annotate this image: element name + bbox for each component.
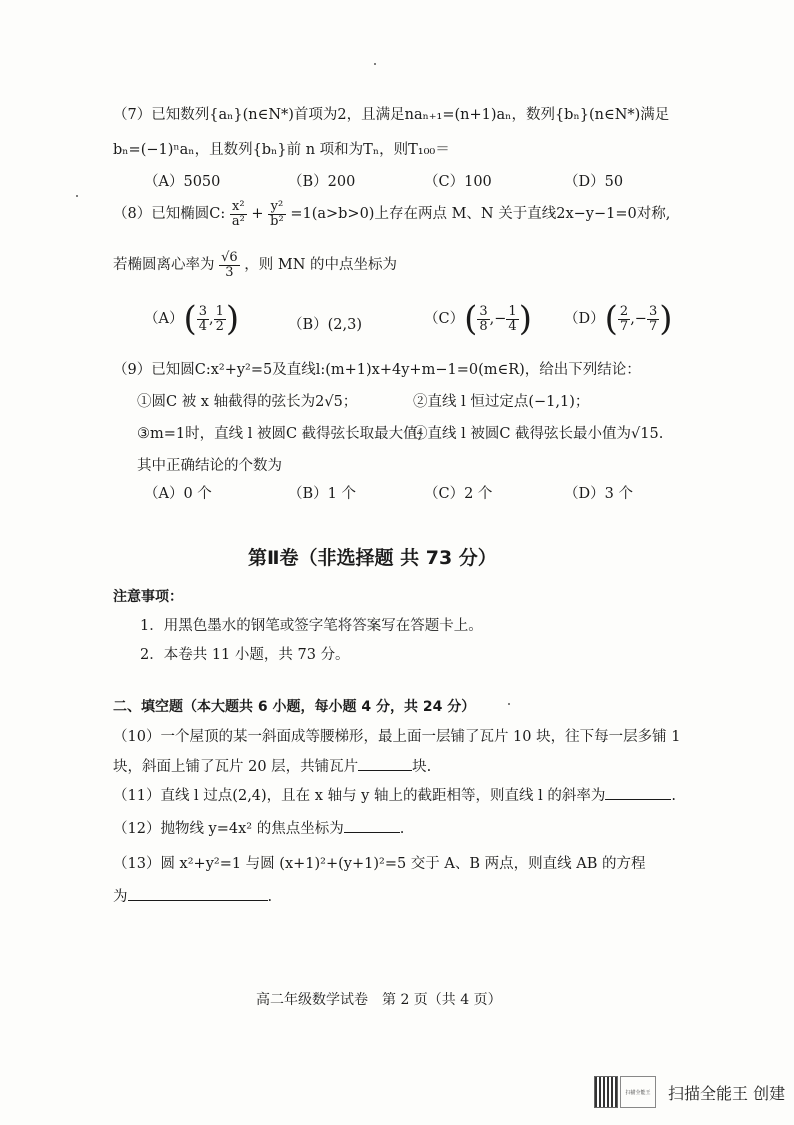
notice-heading: 注意事项： [113,589,183,605]
scanner-logo [620,1076,656,1108]
q11-text: （11）直线 l 过点(2,4)，且在 x 轴与 y 轴上的截距相等，则直线 l 的斜率为 [113,788,606,804]
q8-line2-prefix: 若椭圆离心率为 [113,257,215,274]
q9-conclusion-4: ④直线 l 被圆C 截得弦长最小值为√15. [413,426,664,442]
q13-line1: （13）圆 x²+y²=1 与圆 (x+1)²+(y+1)²=5 交于 A、B 两点，则直线 AB 的方程 [113,856,646,872]
frac-den: 4 [508,318,517,334]
q7-option-d: （D）50 [564,174,624,190]
q8-fraction-y [268,200,286,228]
q8-option-a: （A）( $\frac{3}{4}$ , $\frac{1}{2}$ ) [144,299,240,339]
q10-end: 块. [412,759,432,775]
frac-den: 3 [225,264,234,280]
q8-option-d: （D）( $\frac{2}{7}$ ,− $\frac{3}{7}$ ) [564,299,673,339]
q10-answer-blank[interactable] [358,769,412,771]
notice-item-2: 2．本卷共 11 小题，共 73 分。 [140,647,350,663]
q8-suffix: =1(a>b>0)上存在两点 M、N 关于直线2x−y−1=0对称, [290,206,671,223]
q8-eccentricity [219,251,240,279]
q8-option-c: （C）( $\frac{3}{8}$ ,− $\frac{1}{4}$ ) [424,299,532,339]
q8-option-b: （B）(2,3) [288,317,363,333]
option-label: （C） [424,311,465,327]
qr-code-icon [594,1076,618,1108]
frac-num: y² [268,200,286,215]
scanner-watermark [594,1076,785,1108]
q9-conclusion-3: ③m=1时，直线 l 被圆C 截得弦长取最大值; [137,426,423,442]
q10-line2 [113,755,431,776]
scan-speck [508,703,510,705]
q8-stem-line1 [113,200,670,228]
scan-speck [76,195,78,197]
frac-den: 4 [198,318,208,334]
q9-conclusion-1: ①圆C 被 x 轴截得的弦长为2√5； [137,394,358,410]
q9-option-d: （D）3 个 [564,486,633,502]
frac-num: 1 [215,303,224,319]
q7-option-b: （B）200 [288,174,356,190]
q7-stem-line1: （7）已知数列{aₙ}(n∈N*)首项为2，且满足naₙ₊₁=(n+1)aₙ，数列{bₙ}(n∈N*)满足 [113,107,670,123]
q8-stem-line2 [113,251,397,279]
section-title: 第Ⅱ卷（非选择题 共 73 分） [248,547,497,569]
option-label: （A） [144,311,184,327]
frac-num: √6 [221,250,238,265]
scan-speck [374,63,376,65]
q8-fraction-x [230,200,247,228]
notice-item-1: 1．用黑色墨水的钢笔或签字笔将答案写在答题卡上。 [140,618,483,634]
q9-option-c: （C）2 个 [424,486,493,502]
q9-conclusion-2: ②直线 l 恒过定点(−1,1)； [413,394,590,410]
plus-sign: + [251,206,264,223]
frac-den: 2 [215,318,224,334]
q12-answer-blank[interactable] [344,831,400,833]
frac-num: 3 [198,303,208,319]
scanner-label: 扫描全能王 创建 [668,1083,786,1103]
frac-num: x² [230,200,247,215]
q10-line1: （10）一个屋顶的某一斜面成等腰梯形，最上面一层铺了瓦片 10 块，往下每一层多铺 1 [113,729,681,745]
frac-den: 8 [479,318,488,334]
q13-line2: 为 . [113,889,273,905]
q9-option-a: （A）0 个 [144,486,212,502]
part2-heading: 二、填空题（本大题共 6 小题，每小题 4 分，共 24 分） [113,699,476,715]
q11-line: （11）直线 l 过点(2,4)，且在 x 轴与 y 轴上的截距相等，则直线 l 的斜率为 . [113,788,676,804]
frac-den: a² [231,213,245,229]
q9-question: 其中正确结论的个数为 [137,458,282,474]
q13-answer-blank[interactable] [128,899,268,901]
frac-den: 7 [619,318,629,334]
q13-text: 为 [113,889,128,905]
q9-stem-line1: （9）已知圆C:x²+y²=5及直线l:(m+1)x+4y+m−1=0(m∈R)，给出下列结论： [113,362,641,378]
q7-option-c: （C）100 [424,174,492,190]
q7-option-a: （A）5050 [144,174,221,190]
frac-num: 2 [619,303,629,319]
q7-stem-line2: bₙ=(−1)ⁿaₙ，且数列{bₙ}前 n 项和为Tₙ，则T₁₀₀＝ [113,142,450,158]
q11-answer-blank[interactable] [605,798,671,800]
q12-text: （12）抛物线 y=4x² 的焦点坐标为 [113,821,344,837]
frac-num: 1 [508,303,517,319]
frac-den: 7 [648,318,658,334]
frac-den: b² [270,213,284,229]
q8-prefix: （8）已知椭圆C: [113,206,226,223]
q8-line2-suffix: ，则 MN 的中点坐标为 [244,257,398,274]
option-label: （D） [564,311,605,327]
page-footer: 高二年级数学试卷 第 2 页（共 4 页） [256,992,502,1008]
frac-num: 3 [479,303,488,319]
scanner-logo-text: 扫描全能王 [625,1089,651,1096]
q9-option-b: （B）1 个 [288,486,356,502]
frac-num: 3 [648,303,658,319]
q10-text: 块，斜面上铺了瓦片 20 层，共铺瓦片 [113,759,359,775]
q12-line: （12）抛物线 y=4x² 的焦点坐标为 . [113,821,405,837]
